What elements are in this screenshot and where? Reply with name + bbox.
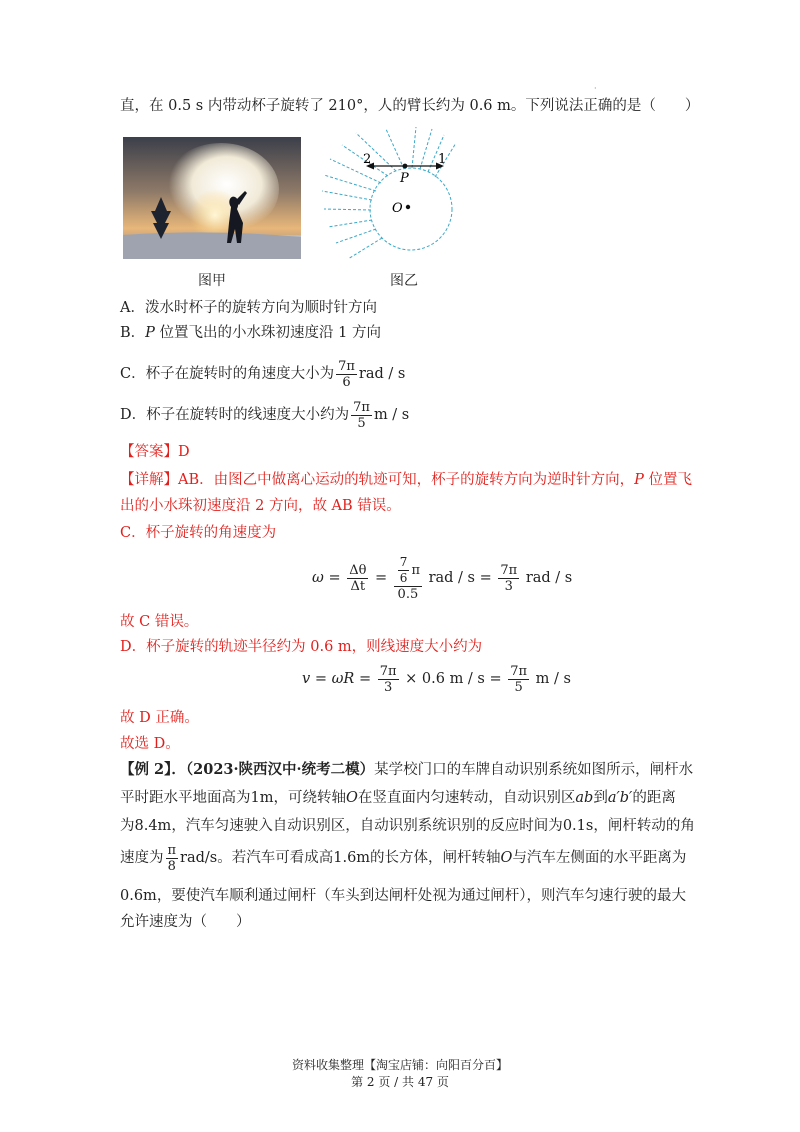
point-p-marker [403, 164, 408, 169]
explain-line-1: 【详解】AB．由图乙中做离心运动的轨迹可知，杯子的旋转方向为逆时针方向，P 位置飞 [120, 472, 692, 488]
option-a: A．泼水时杯子的旋转方向为顺时针方向 [120, 300, 377, 316]
explain-c-intro: C．杯子旋转的角速度为 [120, 525, 277, 541]
label-1: 1 [438, 152, 447, 167]
figure-photo-water-throw [123, 137, 301, 259]
center-o-marker [406, 205, 410, 209]
label-o: O [392, 201, 403, 216]
example2-line-4: 速度为 $\frac{\pi}{8}$ rad/s。若汽车可看成高1.6m的长方体，闸杆转轴O与汽车左侧面的水平距离为 [120, 842, 687, 874]
label-p: P [400, 171, 409, 186]
explain-c-conclusion: 故 C 错误。 [120, 614, 199, 630]
answer: 【答案】D [120, 444, 190, 460]
stray-dot: · [594, 84, 597, 93]
example2-line-2: 平时距水平地面高为1m，可绕转轴O在竖直面内匀速转动，自动识别区ab到a′b′的距离 [120, 790, 676, 806]
explain-d-conclusion: 故 D 正确。 [120, 710, 199, 726]
option-d: D．杯子在旋转时的线速度大小约为 $\frac{7\pi}{5}$ m / s [120, 399, 410, 431]
option-c: C．杯子在旋转时的角速度大小为 $\frac{7\pi}{6}$ rad / s [120, 358, 406, 390]
final-choice: 故选 D。 [120, 736, 180, 752]
option-b: B．P 位置飞出的小水珠初速度沿 1 方向 [120, 325, 381, 341]
explain-line-2: 出的小水珠初速度沿 2 方向，故 AB 错误。 [120, 498, 401, 514]
example2-line-3: 为8.4m，汽车匀速驶入自动识别区，自动识别系统识别的反应时间为0.1s，闸杆转动的角 [120, 818, 695, 834]
example2-line-6: 允许速度为（ ） [120, 914, 251, 930]
figure-diagram-circular-motion [320, 127, 470, 267]
fig1-caption: 图甲 [198, 273, 226, 289]
omega-equation: ω = $\frac{\Delta\theta}{\Delta t}$ = $\frac{7}{6}$ π 0.5 rad / s = $\frac{7\pi}{3}$ rad / s [312, 554, 573, 602]
example2-line-5: 0.6m，要使汽车顺利通过闸杆（车头到达闸杆处视为通过闸杆），则汽车匀速行驶的最大 [120, 888, 687, 904]
question-intro: 直，在 0.5 s 内带动杯子旋转了 210°，人的臂长约为 0.6 m。下列说法正确的是（ ） [120, 98, 700, 114]
velocity-equation: v = ωR = $\frac{7\pi}{3}$ × 0.6 m / s = $\frac{7\pi}{5}$ m / s [302, 663, 571, 695]
label-2: 2 [363, 152, 372, 167]
example2-line-1: 【例 2】．（2023·陕西汉中·统考二模）某学校门口的车牌自动识别系统如图所示，闸杆水 [120, 761, 694, 778]
fig2-caption: 图乙 [390, 273, 418, 289]
footer-source: 资料收集整理【淘宝店铺：向阳百分百】 [291, 1058, 508, 1072]
explain-d-intro: D．杯子旋转的轨迹半径约为 0.6 m，则线速度大小约为 [120, 639, 483, 655]
footer-page-number: 第 2 页 / 共 47 页 [351, 1075, 449, 1089]
